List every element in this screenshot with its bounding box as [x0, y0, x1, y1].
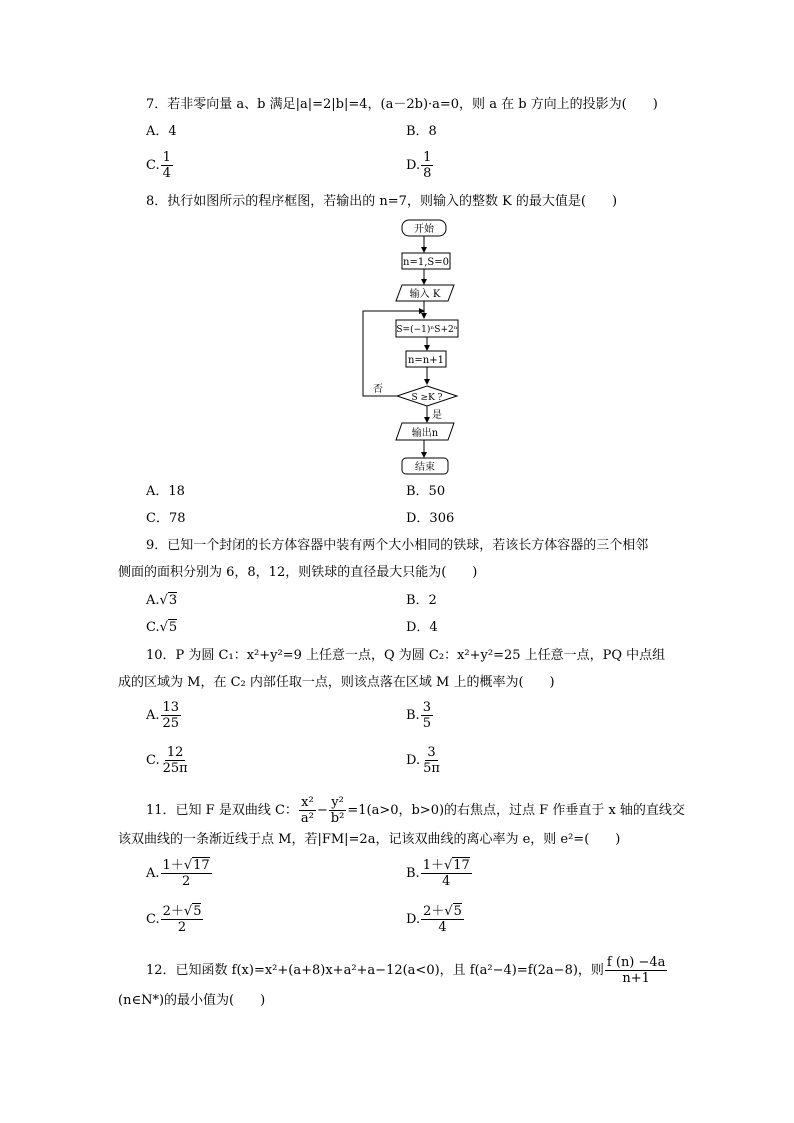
q11-stem-line2: 该双曲线的一条渐近线于点 M，若|FM|=2a，记该双曲线的离心率为 e，则 e²=( )	[118, 832, 621, 847]
q9-stem-line2: 侧面的面积分别为 6，8，12，则铁球的直径最大只能为( )	[118, 565, 478, 580]
q11-option-b: B. $\frac{1+√17}{4}$	[406, 858, 470, 889]
q10-option-a: A. $\frac{13}{25}$	[146, 700, 180, 731]
flow-assign-s-label: S=(−1)ⁿS+2ⁿ	[396, 325, 458, 335]
q7-option-c: C. $\frac{1}{4}$	[146, 150, 171, 181]
flow-yes-label: 是	[432, 410, 442, 421]
q10-stem-line1: 10．P 为圆 C₁：x²+y²=9 上任意一点，Q 为圆 C₂：x²+y²=25 上任意一点，PQ 中点组	[146, 648, 666, 663]
flow-no-label: 否	[373, 384, 383, 395]
q11-stem-line1: 11．已知 F 是双曲线 C： $\frac{\text{x²}}{\text{a²}}$ − $\frac{\text{y²}}{\text{b²}}$ =1(a>0，b>0)的右焦点，过点 F 作垂直于 x 轴的直线交	[146, 795, 685, 826]
q11-option-a: A. $\frac{1+√17}{2}$	[146, 858, 210, 889]
q10-option-d: D. $\frac{3}{5\pi}$	[406, 745, 440, 776]
q8-option-a: A．18	[146, 484, 185, 499]
q10-option-b: B. $\frac{3}{5}$	[406, 700, 431, 731]
q7-option-d: D. $\frac{1}{8}$	[406, 150, 432, 181]
q12-stem-line2: (n∈N*)的最小值为( )	[118, 993, 266, 1008]
q8-option-d: D．306	[406, 511, 455, 526]
q9-option-b: B．2	[406, 593, 437, 608]
flow-start-label: 开始	[414, 224, 434, 235]
q7-option-b: B．8	[406, 124, 437, 139]
flow-input-label: 输入 K	[409, 289, 441, 300]
q8-option-c: C．78	[146, 511, 186, 526]
flow-output-label: 输出n	[411, 428, 439, 439]
q7-option-a: A．4	[146, 124, 177, 139]
q9-option-a: A.√3	[146, 593, 178, 608]
q11-option-c: C. $\frac{2+√5}{2}$	[146, 904, 202, 935]
q10-stem-line2: 成的区域为 M，在 C₂ 内部任取一点，则该点落在区域 M 上的概率为( )	[118, 675, 555, 690]
flow-init-label: n=1,S=0	[403, 257, 449, 268]
flow-condition-label: S ≥K ?	[411, 393, 443, 403]
flow-assign-n-label: n=n+1	[407, 355, 445, 366]
q8-option-b: B．50	[406, 484, 446, 499]
q8-stem: 8．执行如图所示的程序框图，若输出的 n=7，则输入的整数 K 的最大值是( )	[146, 194, 618, 209]
q11-option-d: D. $\frac{2+√5}{4}$	[406, 904, 462, 935]
q9-option-d: D．4	[406, 620, 438, 635]
program-flowchart	[350, 215, 470, 477]
q10-option-c: C. $\frac{12}{25\pi}$	[146, 745, 188, 776]
q9-stem-line1: 9．已知一个封闭的长方体容器中装有两个大小相同的铁球，若该长方体容器的三个相邻	[146, 538, 649, 553]
q7-stem: 7．若非零向量 a、b 满足|a|=2|b|=4，(a－2b)·a=0，则 a 在 b 方向上的投影为( )	[146, 97, 658, 112]
flow-end-label: 结束	[415, 462, 435, 473]
q12-stem-line1: 12．已知函数 f(x)=x²+(a+8)x+a²+a−12(a<0)，且 f(a²−4)=f(2a−8)，则 $\frac{f (n) -4a}{n+1}$	[146, 955, 666, 986]
q9-option-c: C.√5	[146, 620, 178, 635]
